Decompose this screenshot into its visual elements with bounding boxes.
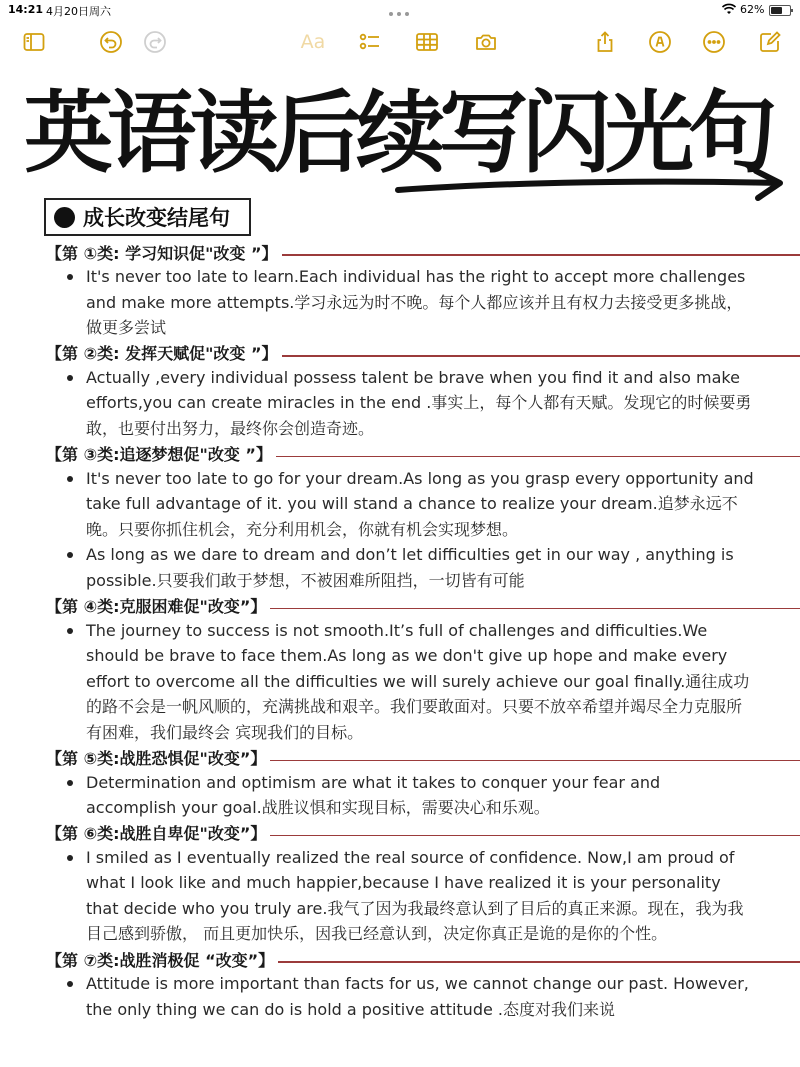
divider: [276, 456, 800, 458]
note-content[interactable]: [46, 240, 800, 1022]
battery-icon: [769, 5, 791, 16]
category-header: [46, 947, 800, 971]
category-label: 【第 ②类: 发挥天赋促"改变 ”】: [46, 344, 278, 364]
category-label: 【第 ⑦类:战胜消极促 “改变”】: [46, 950, 275, 970]
list-item[interactable]: It's never too late to learn.Each individual has the right to accept more challenges and make more attempts.学习永远为时不晚。每个人都应该并且有权力去接受更多挑战，做更多尝试: [46, 264, 800, 341]
category-header: [46, 341, 800, 365]
redo-icon[interactable]: [141, 28, 169, 56]
multitasking-dots-icon[interactable]: [387, 6, 413, 12]
list-item[interactable]: Actually ,every individual possess talent be brave when you find it and also make efforts,you can create miracles in the end .事实上，每个人都有天赋。发现它的时候要勇敢，也要付出努力，最终你会创造奇迹。: [46, 365, 800, 442]
list-item[interactable]: I smiled as I eventually realized the real source of confidence. Now,I am proud of what I look like and much happier,because I have realized it is your personality that decide who you truly are.我气了因为我最终意认到了目后的真正来源。现在，我为我目己感到骄傲， 而且更加快乐，因我已经意认到，决定你真正是诡的是你的个性。: [46, 845, 800, 947]
divider: [270, 760, 800, 762]
status-date: 4月20日周六: [46, 5, 111, 18]
list-item[interactable]: It's never too late to go for your dream.As long as you grasp every opportunity and take full advantage of it. you will stand a chance to realize your dream.追梦永远不晚。只要你抓住机会，充分利用机会，你就有机会实现梦想。: [46, 466, 800, 543]
divider: [282, 254, 800, 256]
sidebar-icon[interactable]: [20, 28, 48, 56]
table-icon[interactable]: [413, 28, 441, 56]
section-heading-text: 成长改变结尾句: [83, 206, 230, 230]
battery-percent: 62%: [740, 3, 765, 16]
category-header: [46, 746, 800, 770]
undo-icon[interactable]: [97, 28, 125, 56]
bullet-dot-icon: [54, 207, 75, 228]
list-item[interactable]: Attitude is more important than facts for us, we cannot change our past. However, the only thing we can do is hold a positive attitude .态度对我们来说: [46, 971, 800, 1022]
text-format-icon[interactable]: Aa: [300, 31, 326, 53]
list-item[interactable]: As long as we dare to dream and don’t let difficulties get in our way , anything is possible.只要我们敢于梦想，不被困难所阻挡，一切皆有可能: [46, 542, 800, 593]
underline-arrow-icon: [392, 168, 787, 206]
divider: [282, 355, 800, 357]
category-header: [46, 594, 800, 618]
more-icon[interactable]: [700, 28, 728, 56]
list-item[interactable]: Determination and optimism are what it takes to conquer your fear and accomplish your goal.战胜议惧和实现目标，需要决心和乐观。: [46, 770, 800, 821]
divider: [270, 608, 800, 610]
notes-toolbar: [0, 28, 800, 60]
category-header: [46, 240, 800, 264]
category-label: 【第 ⑥类:战胜自卑促"改变”】: [46, 824, 267, 844]
status-bar: [0, 0, 800, 20]
category-label: 【第 ③类:追逐梦想促"改变 ”】: [46, 445, 272, 465]
compose-icon[interactable]: [756, 28, 784, 56]
wifi-icon: [722, 3, 736, 15]
checklist-icon[interactable]: [356, 28, 384, 56]
divider: [270, 835, 800, 837]
section-heading: [44, 198, 251, 236]
category-label: 【第 ⑤类:战胜恐惧促"改变”】: [46, 749, 267, 768]
category-header: [46, 821, 800, 845]
status-time: 14:21: [8, 3, 44, 16]
category-label: 【第 ④类:克服困难促"改变”】: [46, 597, 267, 617]
category-label: 【第 ①类: 学习知识促"改变 ”】: [46, 243, 278, 263]
divider: [278, 961, 800, 963]
share-icon[interactable]: [591, 28, 619, 56]
camera-icon[interactable]: [472, 28, 500, 56]
markup-icon[interactable]: [646, 28, 674, 56]
category-header: [46, 442, 800, 466]
list-item[interactable]: The journey to success is not smooth.It’s full of challenges and difficulties.We should be brave to face them.As long as we don't give up hope and make every effort to overcome all the difficulties we will surely achieve our goal finally.通往成功的路不会是一帆风顺的，充满挑战和艰辛。我们要敢面对。只要不放卒希望并竭尽全力克服所有困难，我们最终会 宾现我们的目标。: [46, 618, 800, 746]
page-title: 英语读后续写闪光句: [24, 81, 771, 185]
